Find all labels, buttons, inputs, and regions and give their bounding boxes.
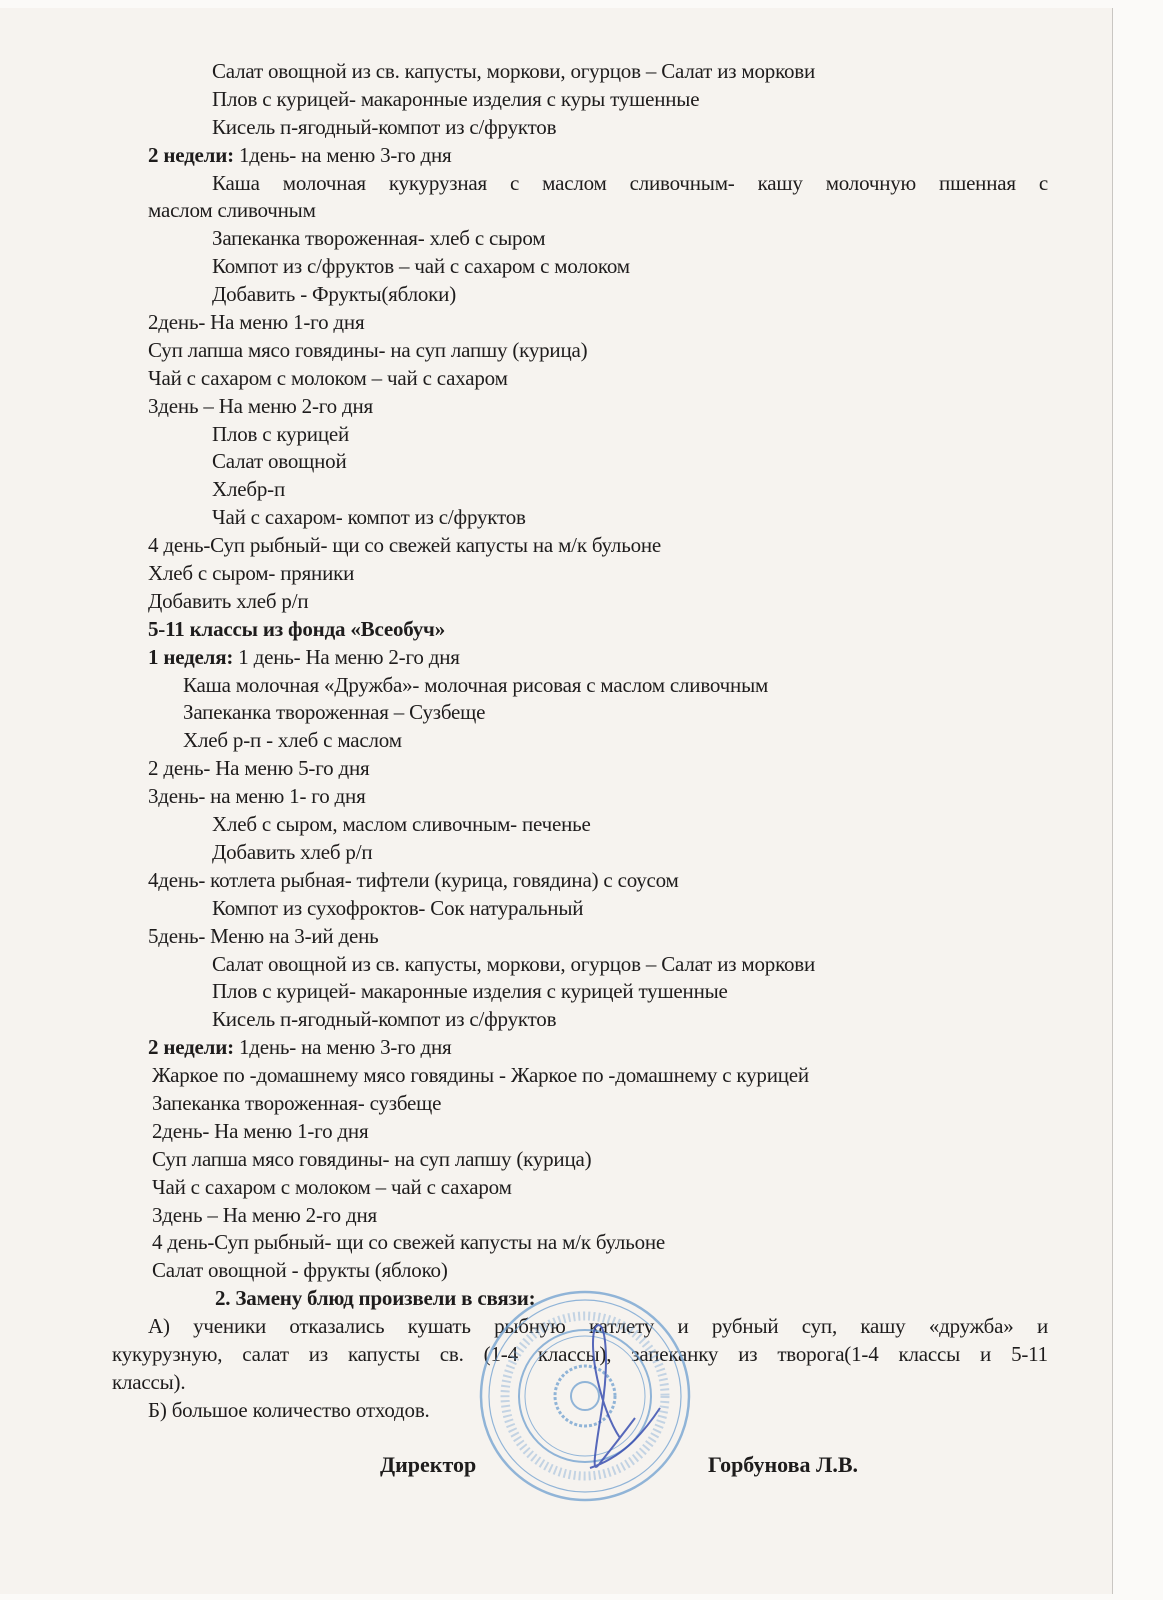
bold-label: 2. Замену блюд произвели в связи: bbox=[215, 1286, 536, 1311]
line-text: Суп лапша мясо говядины- на суп лапшу (курица) bbox=[148, 337, 588, 362]
text-line bbox=[0, 281, 1112, 309]
text-line bbox=[0, 170, 1048, 198]
text-line bbox=[0, 1118, 1112, 1146]
line-text: маслом сливочным bbox=[148, 198, 316, 223]
line-text: Кисель п-ягодный-компот из с/фруктов bbox=[212, 1007, 557, 1032]
line-text: Чай с сахаром- компот из с/фруктов bbox=[212, 505, 526, 530]
text-line bbox=[0, 951, 1112, 979]
line-text: Чай с сахаром с молоком – чай с сахаром bbox=[148, 365, 508, 390]
line-text: 3день – На меню 2-го дня bbox=[148, 393, 373, 418]
line-text: Салат овощной из св. капусты, моркови, огурцов – Салат из моркови bbox=[212, 59, 816, 83]
bold-label: 2 недели: bbox=[148, 142, 234, 167]
text-line bbox=[0, 867, 1112, 895]
week-heading bbox=[0, 1034, 1112, 1062]
line-text: 1день- на меню 3-го дня bbox=[233, 142, 452, 167]
text-line bbox=[0, 560, 1112, 588]
line-text: 4 день-Суп рыбный- щи со свежей капусты на м/к бульоне bbox=[152, 1230, 666, 1255]
line-text: Запеканка твороженная – Сузбеще bbox=[183, 700, 486, 725]
signature-mark bbox=[590, 1325, 660, 1468]
line-text: Салат овощной из св. капусты, моркови, огурцов – Салат из моркови bbox=[212, 951, 816, 976]
text-line bbox=[0, 1090, 1112, 1118]
line-text: классы). bbox=[112, 1369, 186, 1394]
text-line bbox=[0, 1062, 1112, 1090]
text-line bbox=[0, 448, 1112, 476]
line-text: 1день- на меню 3-го дня bbox=[233, 1035, 452, 1060]
line-text: Каша молочная кукурузная с маслом сливочным- кашу молочную пшенная с bbox=[212, 170, 1048, 195]
line-text: Хлеб с сыром- пряники bbox=[148, 561, 355, 586]
text-line bbox=[0, 727, 1112, 755]
line-text: 1 день- На меню 2-го дня bbox=[233, 644, 460, 669]
line-text: 2 день- На меню 5-го дня bbox=[148, 756, 370, 781]
line-text: Компот из с/фруктов – чай с сахаром с молоком bbox=[212, 254, 630, 279]
text-line bbox=[0, 114, 1112, 142]
text-line bbox=[0, 532, 1112, 560]
line-text: 4 день-Суп рыбный- щи со свежей капусты на м/к бульоне bbox=[148, 533, 662, 558]
line-text: 4день- котлета рыбная- тифтели (курица, говядина) с соусом bbox=[148, 867, 679, 892]
week-heading bbox=[0, 644, 1112, 672]
text-line bbox=[0, 588, 1112, 616]
text-line bbox=[0, 1202, 1112, 1230]
text-line bbox=[0, 978, 1112, 1006]
line-text: Плов с курицей- макаронные изделия с куры тушенные bbox=[212, 86, 700, 111]
line-text: 5день- Меню на 3-ий день bbox=[148, 923, 379, 948]
text-line bbox=[0, 923, 1112, 951]
line-text: Добавить хлеб р/п bbox=[212, 839, 373, 864]
line-text: Суп лапша мясо говядины- на суп лапшу (курица) bbox=[152, 1146, 592, 1171]
text-line bbox=[0, 1229, 1112, 1257]
text-line bbox=[0, 225, 1112, 253]
document-body bbox=[0, 58, 1112, 1425]
text-line bbox=[0, 1174, 1112, 1202]
text-line bbox=[0, 476, 1112, 504]
line-text: Чай с сахаром с молоком – чай с сахаром bbox=[152, 1174, 512, 1199]
line-text: 2день- На меню 1-го дня bbox=[152, 1118, 369, 1143]
line-text: Плов с курицей bbox=[212, 421, 350, 446]
text-line bbox=[0, 783, 1112, 811]
text-line bbox=[0, 755, 1112, 783]
line-text: 3день- на меню 1- го дня bbox=[148, 784, 366, 809]
text-line bbox=[0, 86, 1112, 114]
text-line bbox=[0, 337, 1112, 365]
line-text: Добавить - Фрукты(яблоки) bbox=[212, 282, 456, 307]
line-text: Жаркое по -домашнему мясо говядины - Жаркое по -домашнему с курицей bbox=[152, 1063, 809, 1088]
text-line bbox=[0, 253, 1112, 281]
line-text: Плов с курицей- макаронные изделия с курицей тушенные bbox=[212, 979, 728, 1004]
section-heading bbox=[0, 616, 1112, 644]
text-line bbox=[0, 421, 1112, 449]
line-text: Компот из сухофроктов- Сок натуральный bbox=[212, 895, 584, 920]
line-text: 2день- На меню 1-го дня bbox=[148, 310, 365, 335]
text-line bbox=[0, 839, 1112, 867]
line-text: Хлеб р-п - хлеб с маслом bbox=[183, 728, 402, 753]
line-text: Запеканка твороженная- хлеб с сыром bbox=[212, 226, 546, 251]
text-line bbox=[0, 811, 1112, 839]
text-line bbox=[0, 504, 1112, 532]
text-line bbox=[0, 1006, 1112, 1034]
week-heading bbox=[0, 142, 1112, 170]
line-text: Хлеб с сыром, маслом сливочным- печенье bbox=[212, 812, 591, 837]
text-line bbox=[0, 699, 1112, 727]
text-line bbox=[0, 895, 1112, 923]
line-text: Запеканка твороженная- сузбеще bbox=[152, 1090, 442, 1115]
bold-label: 2 недели: bbox=[148, 1035, 234, 1060]
line-text: кукурузную, салат из капусты св. (1-4 классы), запеканку из творога(1-4 классы и 5-11 bbox=[112, 1341, 1048, 1366]
line-text: Салат овощной - фрукты (яблоко) bbox=[152, 1258, 448, 1283]
line-text: А) ученики отказались кушать рыбную катлету и рубный суп, кашу «дружба» и bbox=[148, 1314, 1048, 1339]
official-stamp bbox=[470, 1288, 700, 1508]
signature-role: Директор bbox=[380, 1452, 477, 1477]
text-line bbox=[0, 58, 1112, 86]
line-text: Б) большое количество отходов. bbox=[148, 1397, 430, 1422]
line-text: 3день – На меню 2-го дня bbox=[152, 1202, 377, 1227]
line-text: Каша молочная «Дружба»- молочная рисовая с маслом сливочным bbox=[183, 672, 769, 697]
bold-label: 5-11 классы из фонда «Всеобуч» bbox=[148, 616, 445, 641]
text-line bbox=[0, 672, 1112, 700]
line-text: Кисель п-ягодный-компот из с/фруктов bbox=[212, 114, 557, 139]
text-line bbox=[0, 365, 1112, 393]
line-text: Салат овощной bbox=[212, 449, 347, 474]
line-text: Добавить хлеб р/п bbox=[148, 588, 309, 613]
bold-label: 1 неделя: bbox=[148, 644, 234, 669]
text-line bbox=[0, 197, 1112, 225]
line-text: Хлебр-п bbox=[212, 477, 285, 502]
signature-name: Горбунова Л.В. bbox=[708, 1452, 859, 1477]
text-line bbox=[0, 1146, 1112, 1174]
text-line bbox=[0, 309, 1112, 337]
text-line bbox=[0, 393, 1112, 421]
text-line bbox=[0, 1257, 1112, 1285]
